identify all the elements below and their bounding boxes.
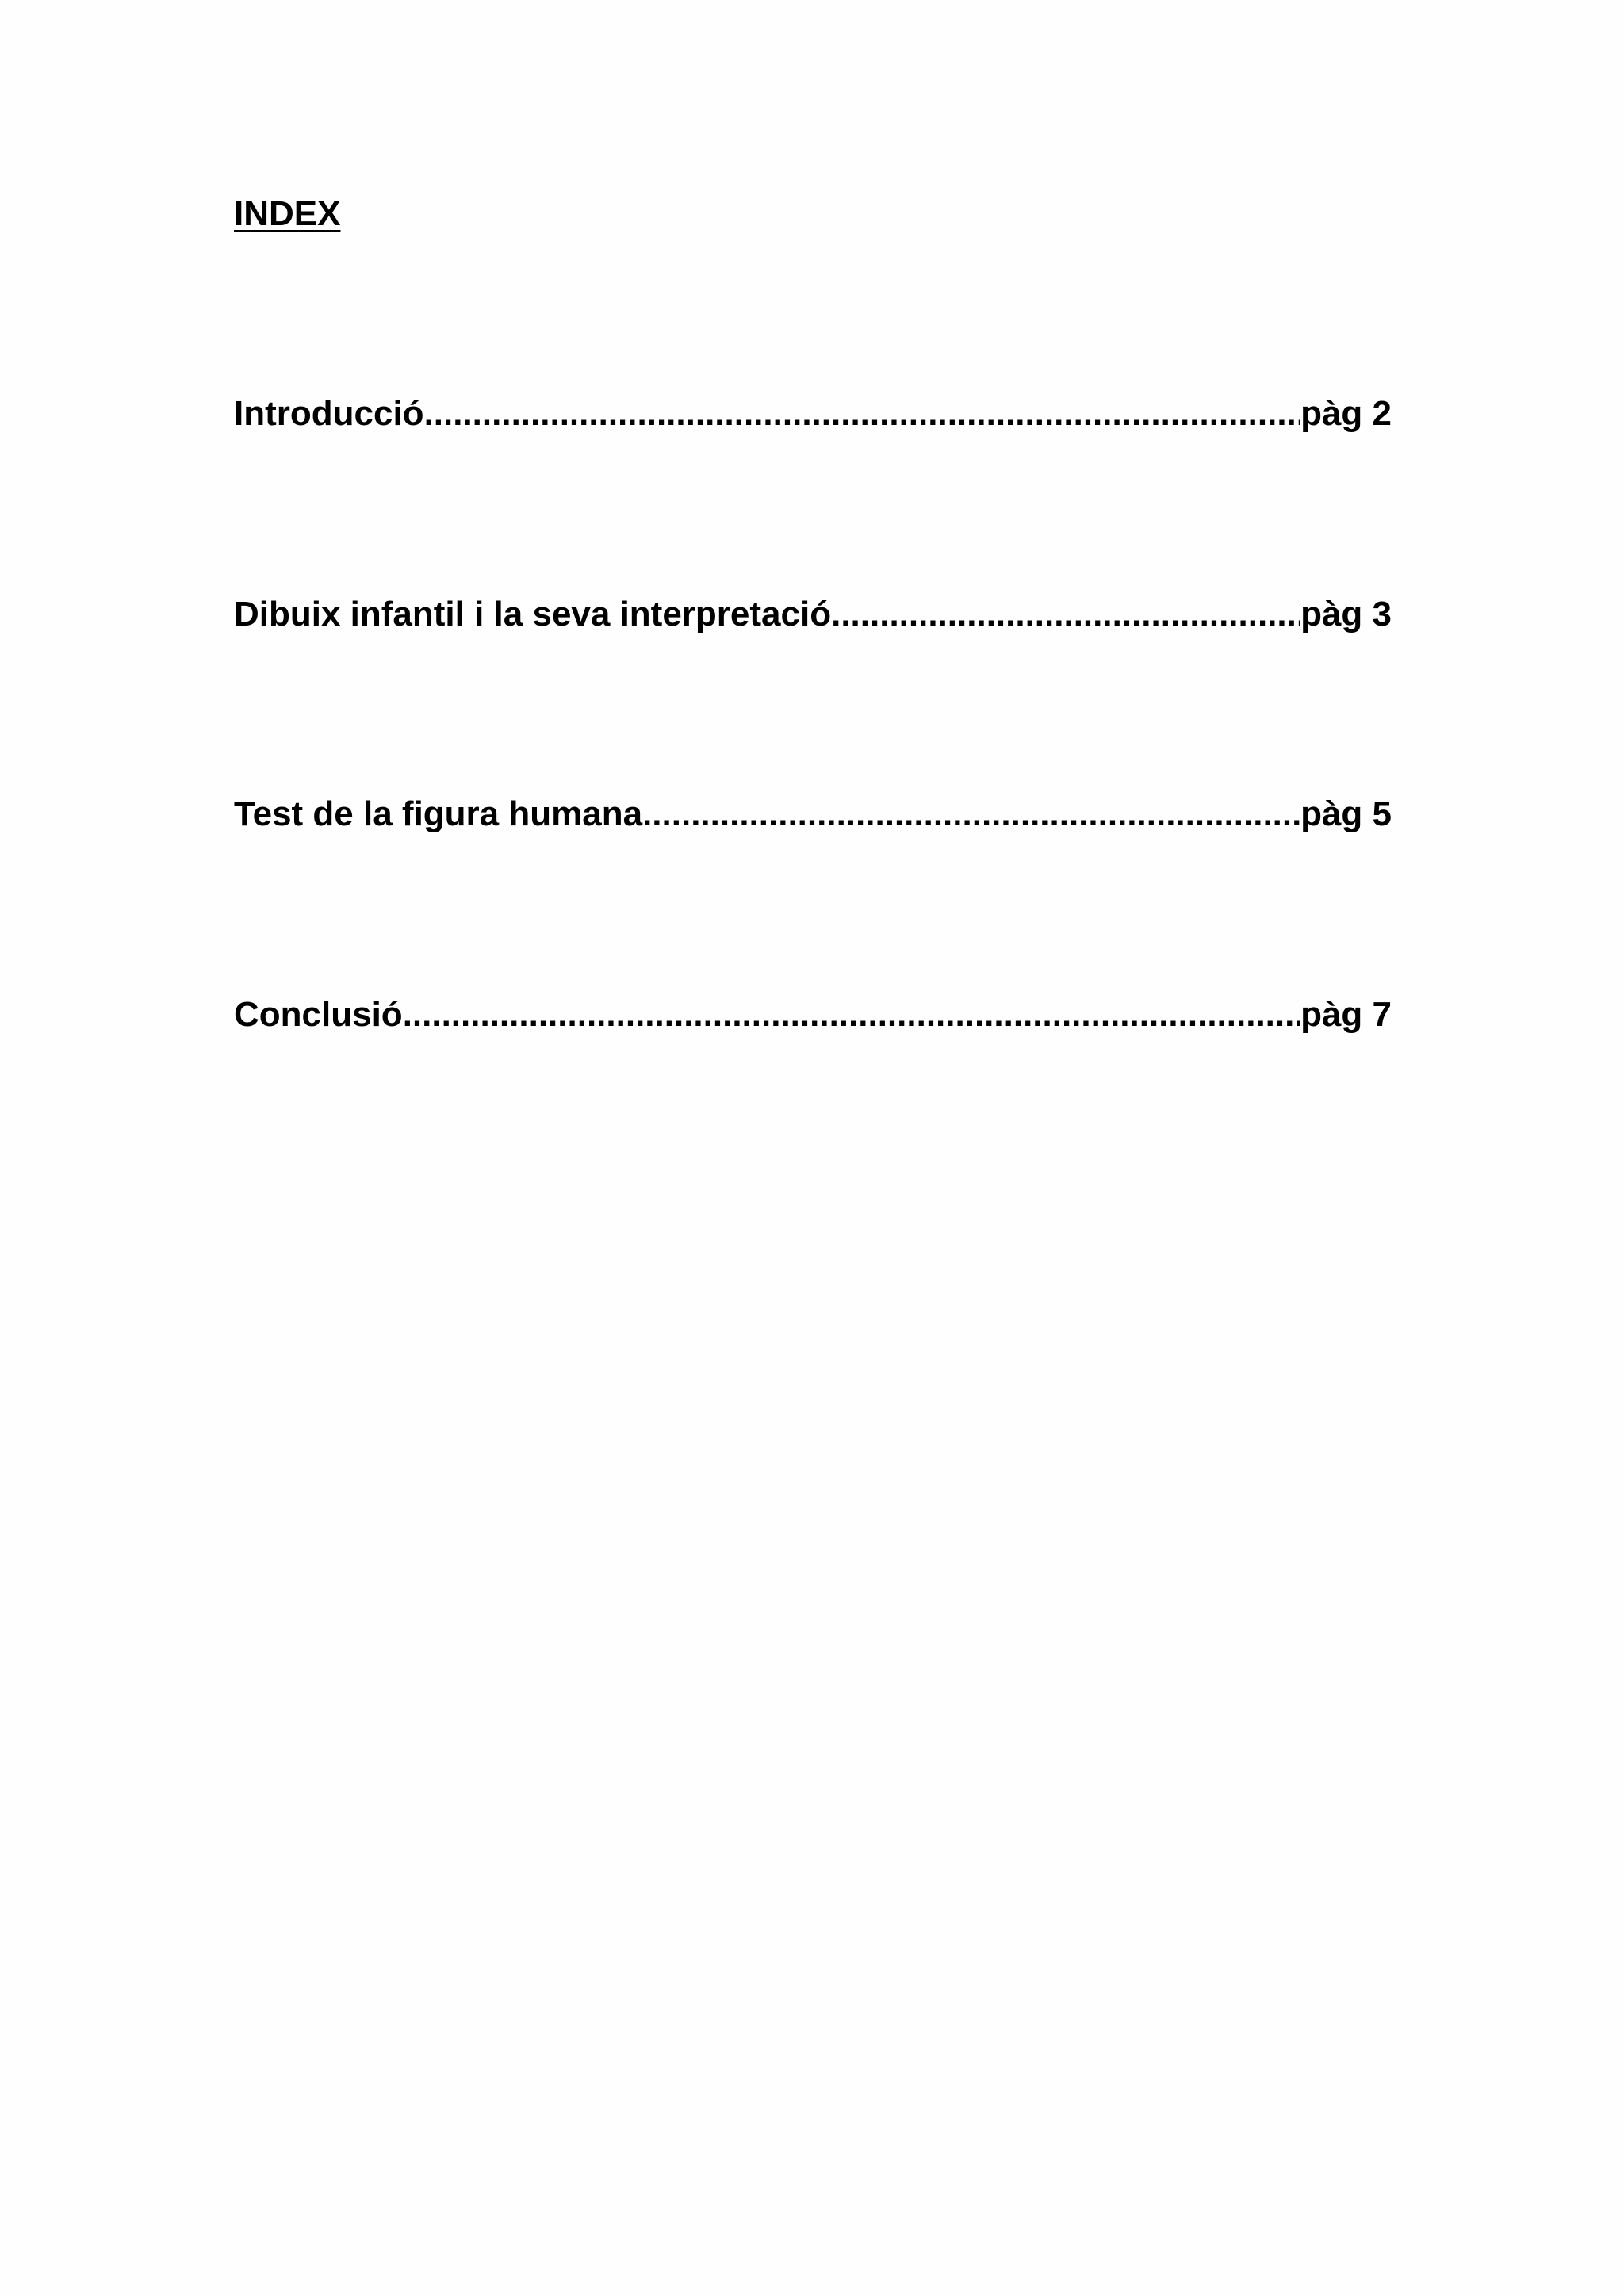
- dot-leader: [642, 792, 1300, 836]
- toc-entry-introduccio: [234, 392, 1392, 436]
- toc-entry-label: Conclusió: [234, 995, 403, 1034]
- dot-leader: [831, 592, 1300, 637]
- dot-leader: [403, 993, 1300, 1037]
- dot-leader: [424, 392, 1301, 436]
- toc-entry-test-figura-humana: [234, 792, 1392, 836]
- toc-entry-conclusio: [234, 993, 1392, 1037]
- toc-entry-label: Test de la figura humana: [234, 794, 643, 833]
- toc-entry-label: Dibuix infantil i la seva interpretació: [234, 595, 832, 633]
- page-title: INDEX: [234, 194, 341, 233]
- toc-entry-page: pàg 3: [1300, 595, 1392, 633]
- toc-entry-page: pàg 5: [1300, 794, 1392, 833]
- toc-entry-page: pàg 2: [1300, 394, 1392, 433]
- toc-entry-dibuix-infantil: [234, 592, 1392, 637]
- toc-entry-page: pàg 7: [1300, 995, 1392, 1034]
- toc-entry-label: Introducció: [234, 394, 424, 433]
